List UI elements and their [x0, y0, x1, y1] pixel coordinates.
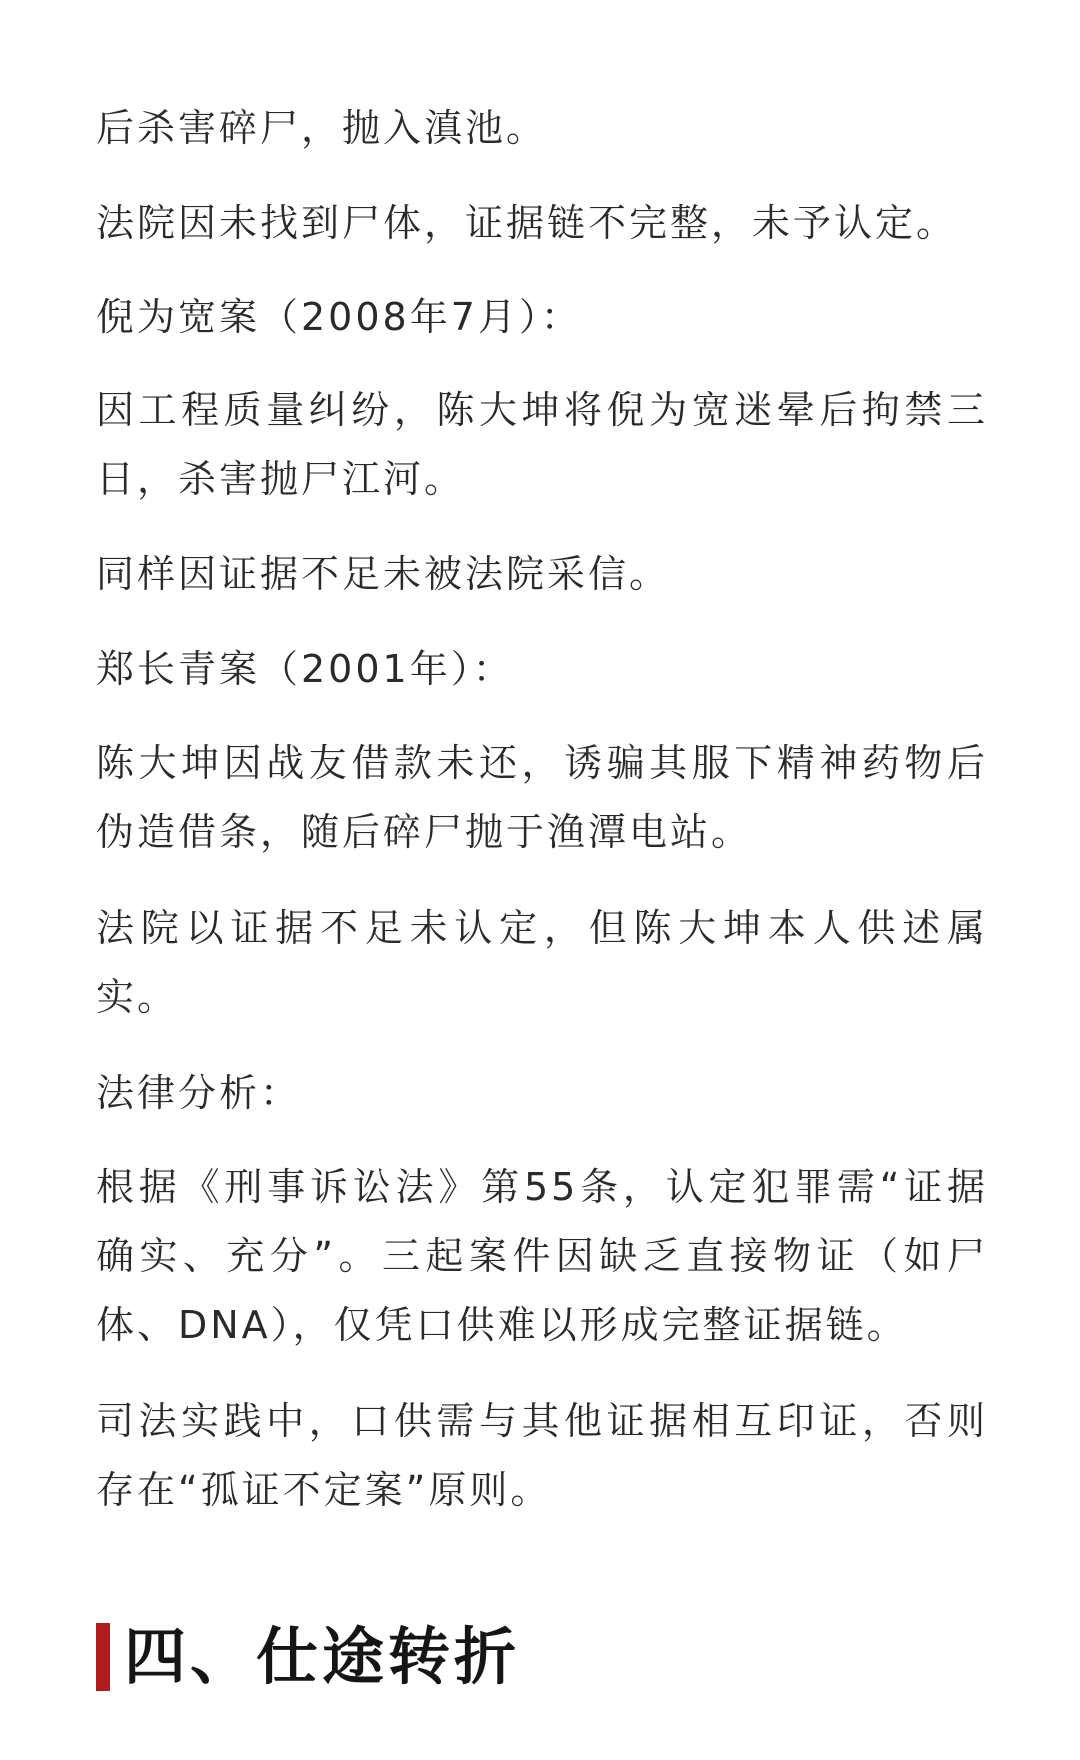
case-heading-ni-weikuan: 倪为宽案（2008年7月）：: [96, 295, 582, 339]
paragraph-ni-weikuan-details: 因工程质量纠纷，陈大坤将倪为宽迷晕后拘禁三日，杀害抛尸江河。: [96, 388, 988, 501]
paragraph-court-not-recognized: 法院因未找到尸体，证据链不完整，未予认定。: [96, 201, 958, 245]
paragraph-evidence-insufficient: 同样因证据不足未被法院采信。: [96, 552, 671, 596]
paragraph-confession-true: 法院以证据不足未认定，但陈大坤本人供述属实。: [96, 906, 988, 1019]
section-heading: [96, 1622, 520, 1692]
paragraph-criminal-procedure-law: 根据《刑事诉讼法》第55条，认定犯罪需“证据确实、充分”。三起案件因缺乏直接物证（如尸体、DNA），仅凭口供难以形成完整证据链。: [96, 1165, 988, 1347]
paragraph-dianchi-dumping: 后杀害碎尸，抛入滇池。: [96, 106, 548, 150]
case-heading-zheng-changqing: 郑长青案（2001年）：: [96, 647, 514, 691]
paragraph-judicial-practice: 司法实践中，口供需与其他证据相互印证，否则存在“孤证不定案”原则。: [96, 1399, 988, 1512]
paragraph-zheng-changqing-details: 陈大坤因战友借款未还，诱骗其服下精神药物后伪造借条，随后碎尸抛于渔潭电站。: [96, 741, 988, 854]
section-heading-title: 四、仕途转折: [124, 1620, 521, 1693]
legal-analysis-heading: 法律分析：: [96, 1071, 302, 1115]
heading-accent-bar: [96, 1623, 110, 1691]
